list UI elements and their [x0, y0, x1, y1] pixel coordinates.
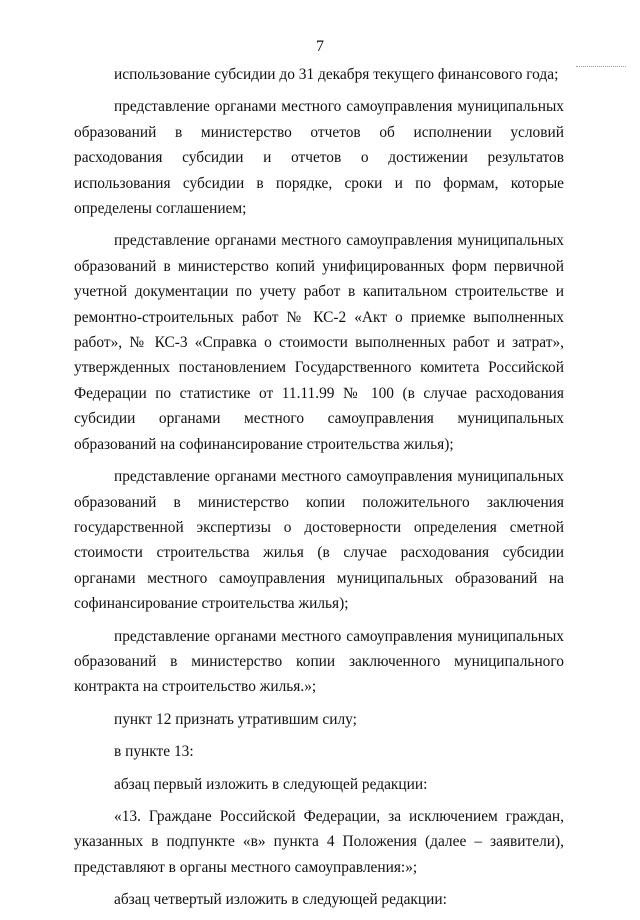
paragraph-ks-forms-copies: представление органами местного самоуправления муниципальных образований в министерство копий унифицированных форм первичной учетной документации по учету работ в капитальном строительстве и ремонтно-строительных работ № КС-2 «Акт о приемке выполненных работ», № КС-3 «Справка о стоимости выполненных работ и затрат», утвержденных постановлением Государственного комитета Российской Федерации по статистике от 11.11.99 № 100 (в случае расходования субсидии органами местного самоуправления муниципальных образований на софинансирование строительства жилья);	[74, 232, 564, 453]
paragraph-state-expertise-copy: представление органами местного самоуправления муниципальных образований в министерство копии положительного заключения государственной экспертизы о достоверности определения сметной стоимости строительства жилья (в случае расходования субсидии органами местного самоуправления муниципальных образований на софинансирование строительства жилья);	[74, 468, 564, 613]
document-body	[74, 62, 564, 920]
paragraph-clause-13-text: «13. Граждане Российской Федерации, за исключением граждан, указанных в подпункте «в» пункта 4 Положения (далее – заявители), представляют в органы местного самоуправления:»;	[74, 807, 564, 876]
paragraph-subsidy-usage-deadline: использование субсидии до 31 декабря текущего финансового года;	[114, 66, 559, 83]
paragraph-reporting-requirements: представление органами местного самоуправления муниципальных образований в министерство отчетов об исполнении условий расходования субсидии и отчетов о достижении результатов использования субсидии в порядке, сроки и по формам, которые определены соглашением;	[74, 98, 564, 218]
page-number: 7	[316, 38, 324, 55]
paragraph-first-subparagraph: абзац первый изложить в следующей редакции:	[114, 775, 428, 793]
scan-artifact-mark	[576, 66, 626, 69]
paragraph-fourth-subparagraph: абзац четвертый изложить в следующей редакции:	[114, 891, 447, 909]
paragraph-municipal-contract-copy: представление органами местного самоуправления муниципальных образований в министерство копии заключенного муниципального контракта на строительство жилья.»;	[74, 627, 564, 696]
paragraph-clause-12-void: пункт 12 признать утратившим силу;	[114, 710, 357, 728]
paragraph-clause-13-intro: в пункте 13:	[114, 743, 194, 761]
